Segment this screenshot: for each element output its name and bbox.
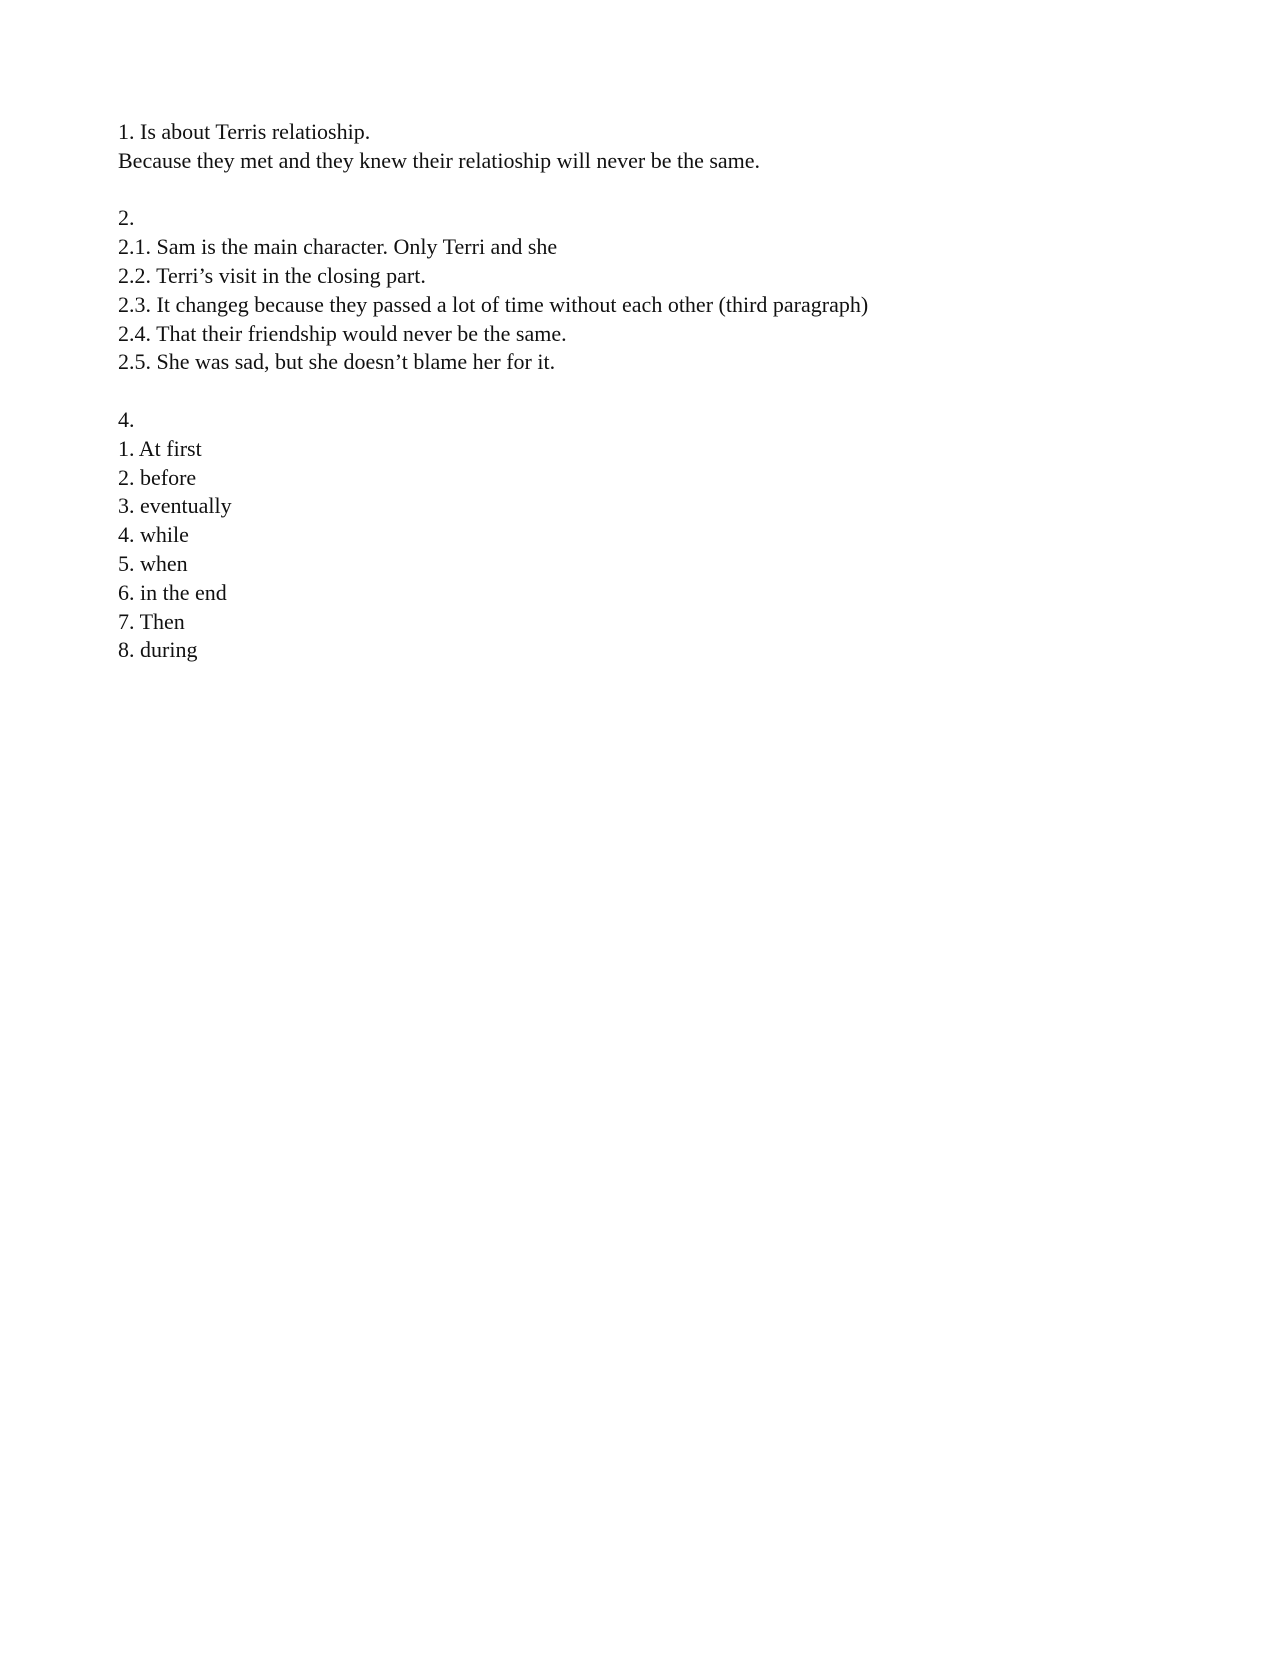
- section-2-item: 2.5. She was sad, but she doesn’t blame her for it.: [118, 349, 556, 375]
- section-4-item: 1. At first: [118, 435, 202, 461]
- document-body: [118, 118, 1178, 665]
- section-2-item: 2.4. That their friendship would never be the same.: [118, 320, 567, 346]
- section-4-heading: 4.: [118, 406, 135, 432]
- section-4-item: 8. during: [118, 637, 198, 663]
- answer-1-explanation: Because they met and they knew their relatioship will never be the same.: [118, 147, 761, 173]
- section-4-item: 5. when: [118, 550, 188, 576]
- section-2-heading: 2.: [118, 205, 135, 231]
- section-4-item: 7. Then: [118, 608, 185, 634]
- section-4-item: 6. in the end: [118, 579, 227, 605]
- section-2-item: 2.2. Terri’s visit in the closing part.: [118, 262, 426, 288]
- paragraph-gap: [118, 377, 1178, 406]
- section-2-item: 2.1. Sam is the main character. Only Terri and she: [118, 234, 558, 260]
- answer-1-title: 1. Is about Terris relatioship.: [118, 119, 371, 144]
- section-4-item: 4. while: [118, 522, 189, 548]
- section-4-item: 2. before: [118, 464, 197, 490]
- section-4-item: 3. eventually: [118, 493, 232, 519]
- paragraph-gap: [118, 176, 1178, 205]
- section-2-item: 2.3. It changeg because they passed a lot of time without each other (third paragraph): [118, 291, 869, 317]
